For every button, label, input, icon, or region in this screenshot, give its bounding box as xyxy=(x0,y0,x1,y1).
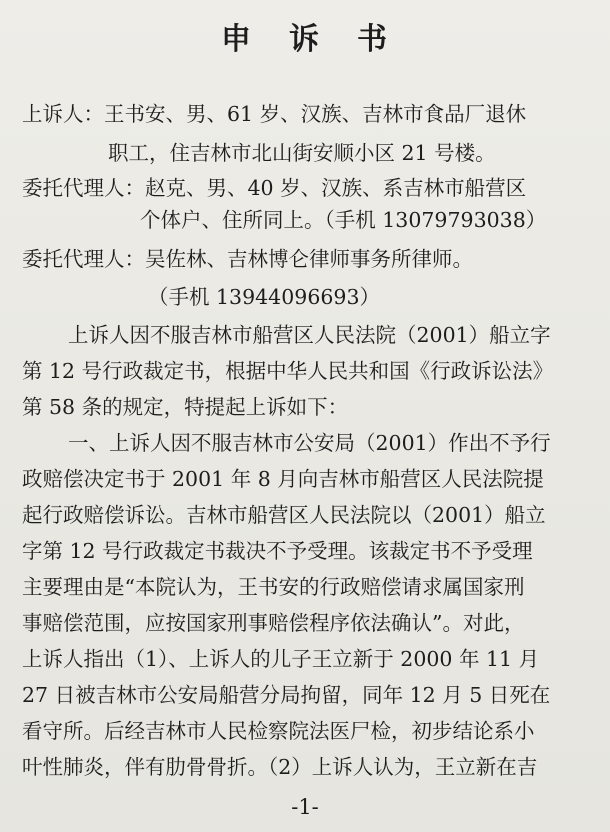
text-line: 上诉人因不服吉林市船营区人民法院（2001）船立字 xyxy=(68,323,551,347)
text-line: 27 日被吉林市公安局船营分局拘留，同年 12 月 5 日死在 xyxy=(22,683,551,707)
text-line: 上诉人：王书安、男、61 岁、汉族、吉林市食品厂退休 xyxy=(22,102,527,126)
text-line: 看守所。后经吉林市人民检察院法医尸检，初步结论系小 xyxy=(22,719,535,743)
text-line: 委托代理人：赵克、男、40 岁、汉族、系吉林市船营区 xyxy=(22,176,527,200)
document-title xyxy=(0,14,610,58)
text-line: 主要理由是“本院认为，王书安的行政赔偿请求属国家刑 xyxy=(22,575,525,599)
text-line: 起行政赔偿诉讼。吉林市船营区人民法院以（2001）船立 xyxy=(22,503,546,527)
text-line: 职工，住吉林市北山街安顺小区 21 号楼。 xyxy=(108,141,496,165)
text-line: 事赔偿范围，应按国家刑事赔偿程序依法确认”。对此， xyxy=(22,611,525,635)
text-line: 一、上诉人因不服吉林市公安局（2001）作出不予行 xyxy=(68,431,551,455)
text-line: 字第 12 号行政裁定书裁决不予受理。该裁定书不予受理 xyxy=(22,539,533,563)
title-char: 申 xyxy=(221,22,253,57)
text-line: （手机 13944096693） xyxy=(148,285,380,309)
title-char: 诉 xyxy=(289,22,321,57)
text-line: 第 58 条的规定，特提起上诉如下： xyxy=(22,395,349,419)
title-char: 书 xyxy=(357,22,389,57)
page-number: -1- xyxy=(291,795,319,819)
text-line: 政赔偿决定书于 2001 年 8 月向吉林市船营区人民法院提 xyxy=(22,467,544,491)
text-line: 委托代理人：吴佐林、吉林博仑律师事务所律师。 xyxy=(22,247,473,271)
text-line: 第 12 号行政裁定书，根据中华人民共和国《行政诉讼法》 xyxy=(22,359,554,383)
text-line: 个体户、住所同上。（手机 13079793038） xyxy=(140,208,547,232)
text-line: 叶性肺炎，伴有肋骨骨折。（2）上诉人认为，王立新在吉 xyxy=(22,755,538,779)
text-line: 上诉人指出（1）、上诉人的儿子王立新于 2000 年 11 月 xyxy=(22,647,540,671)
